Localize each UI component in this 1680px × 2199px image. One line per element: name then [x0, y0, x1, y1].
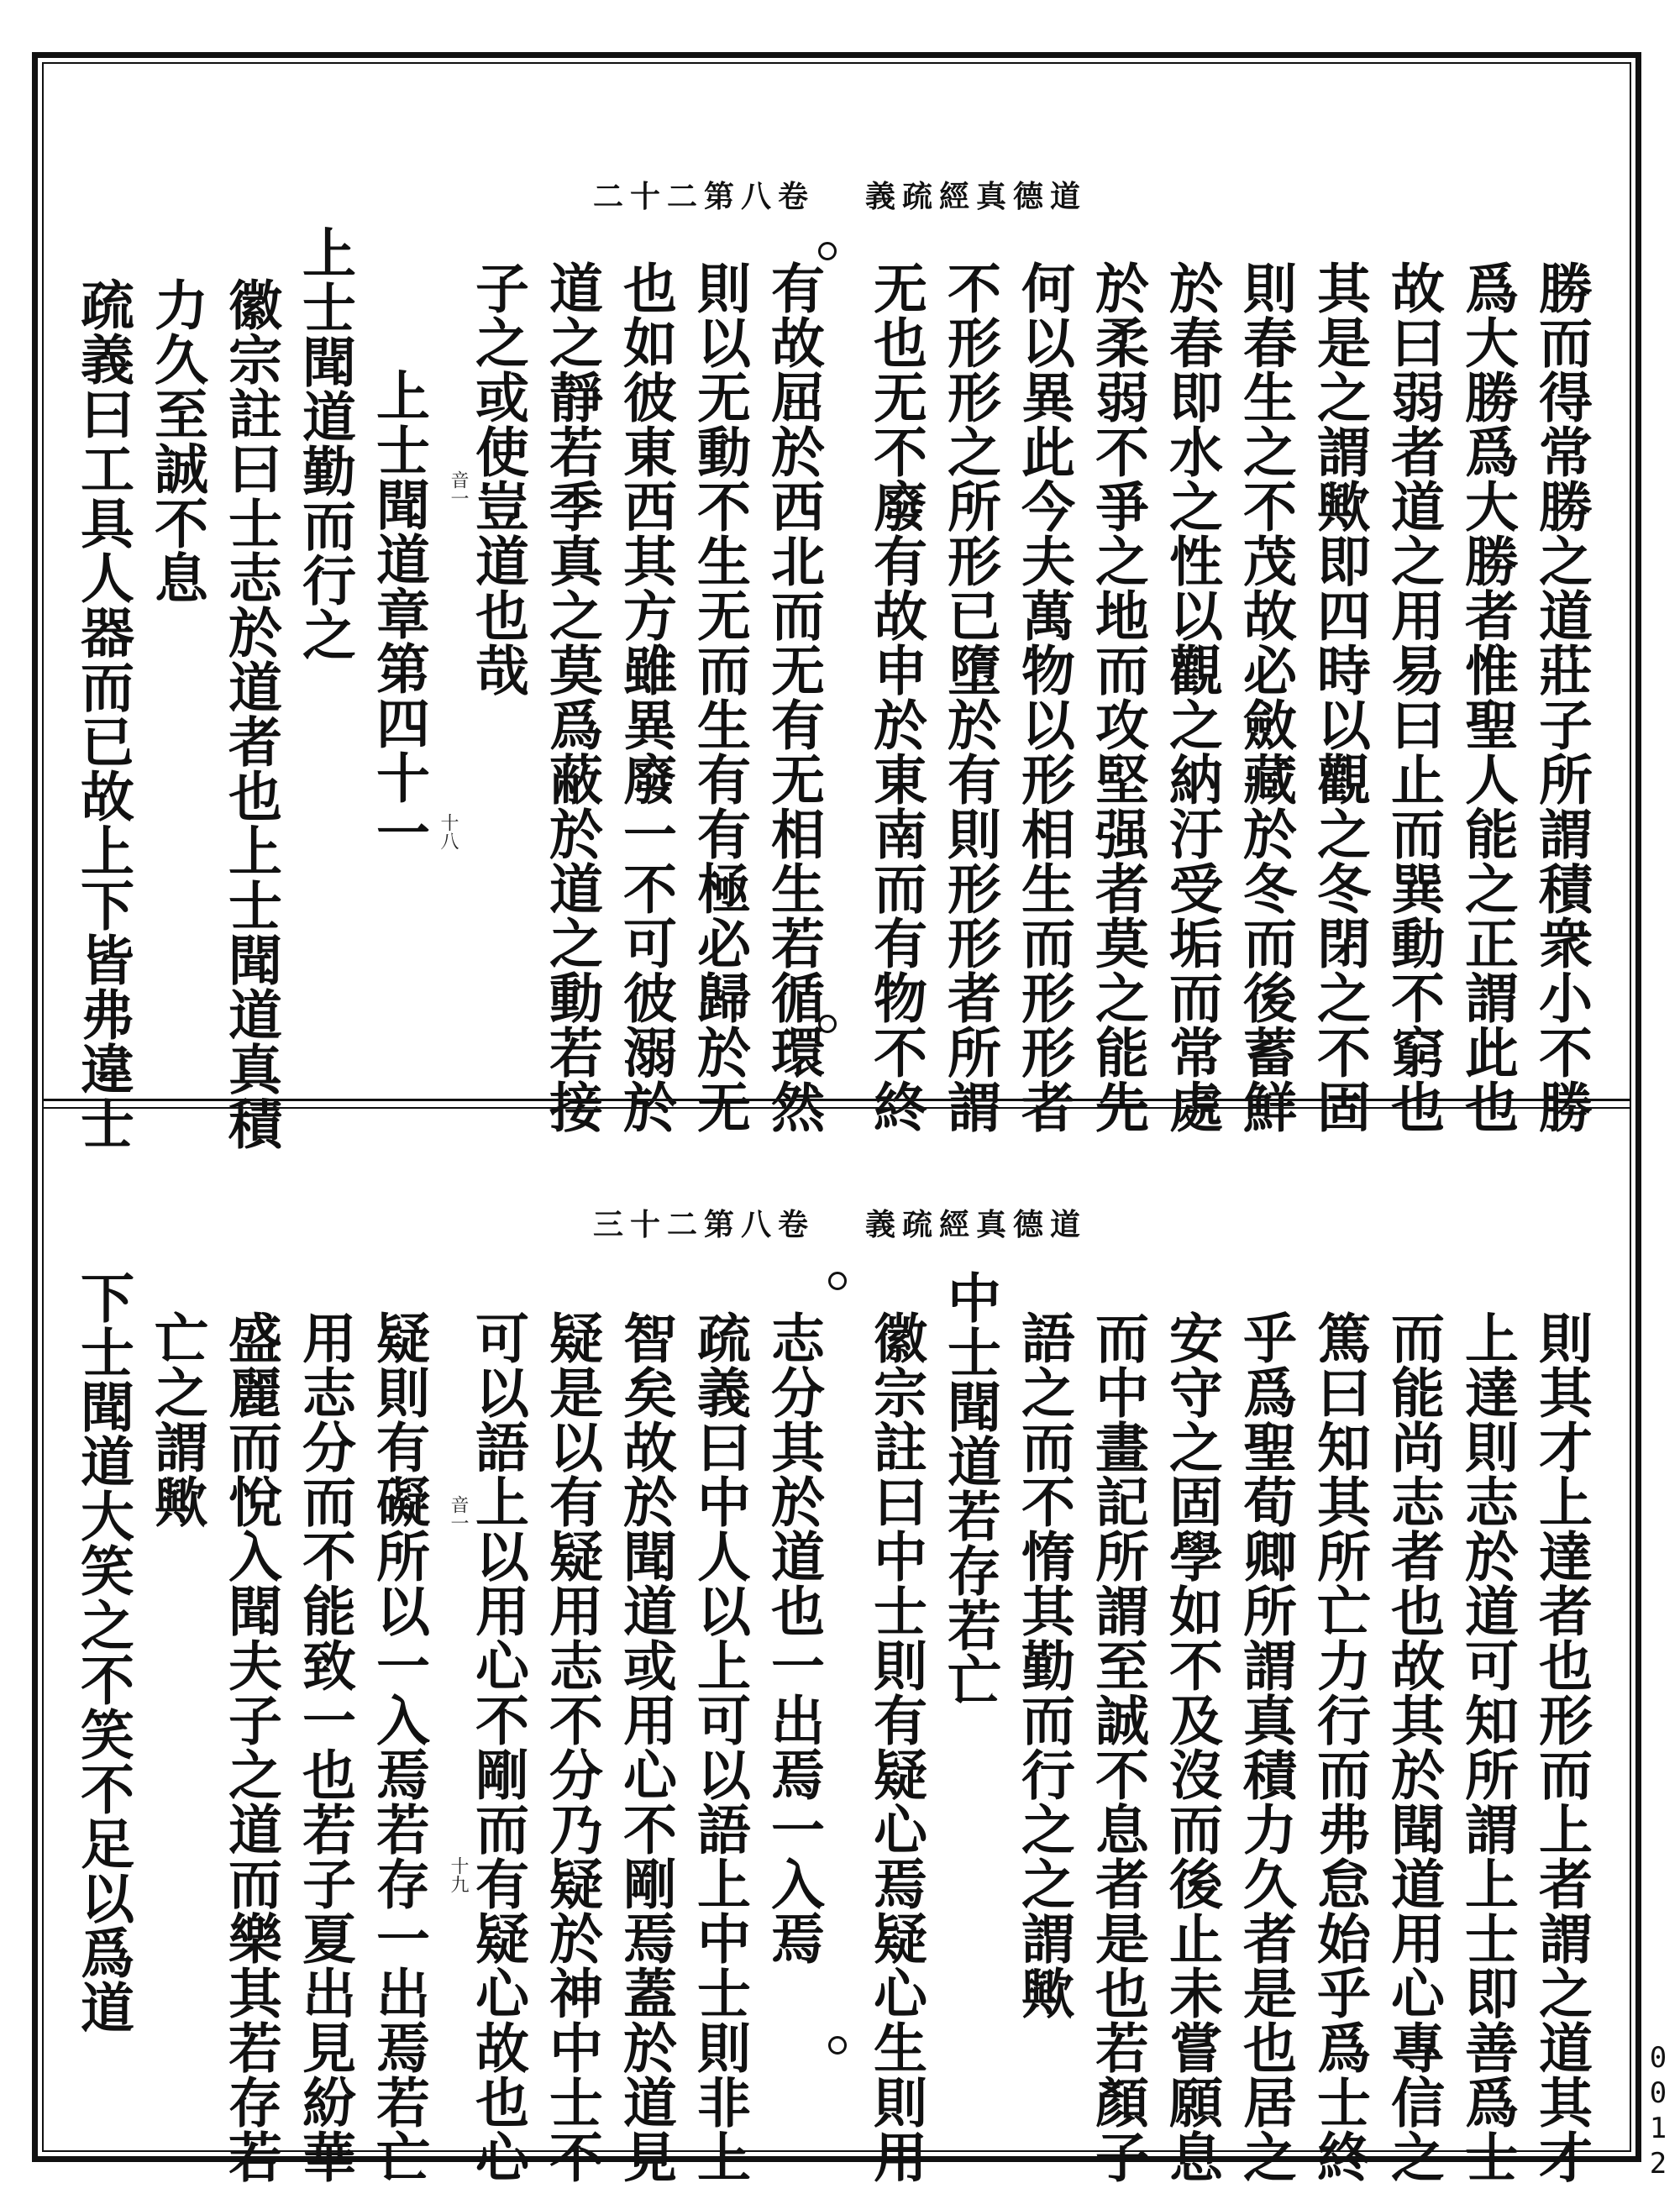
bottom-header-volume: 卷八第二十三 [592, 1207, 815, 1242]
bottom-column-18: 盛麗而悅入聞夫子之道而樂其若存若 [219, 1310, 282, 2184]
bottom-column-17: 用志分而不能致一也若子夏出見紛華 [293, 1310, 356, 2184]
bottom-column-14: 疑是以有疑用志不分乃疑於神中士不 [540, 1310, 603, 2184]
top-margin-note-1: 音一 [448, 470, 469, 507]
bottom-column-4: 篤曰知其所亡力行而弗怠始乎爲士終 [1308, 1310, 1371, 2184]
top-header-volume: 卷八第二十二 [592, 179, 815, 214]
bottom-column-6: 安守之固學如不及沒而後止未嘗願息 [1160, 1310, 1223, 2184]
top-column-9: 不形形之所形已墮於有則形形者所謂 [938, 260, 1001, 1134]
bottom-column-8: 語之而不惰其勤而行之之謂歟 [1012, 1310, 1075, 2020]
ornament-circle [828, 1272, 847, 1290]
top-panel-header [521, 173, 1159, 216]
bottom-panel-header [521, 1201, 1159, 1244]
bottom-header-title: 道德真經疏義 [865, 1207, 1088, 1242]
top-header-title: 道德真經疏義 [865, 179, 1088, 214]
bottom-column-12: 疏義曰中人以上可以語上中士則非上 [688, 1310, 751, 2184]
top-column-19: 力久至誠不息 [145, 277, 208, 605]
bottom-column-20: 下士聞道大笑之不笑不足以爲道 [71, 1270, 134, 2034]
top-column-12: 則以无動不生无而生有有極必歸於无 [688, 260, 751, 1134]
ornament-circle [818, 242, 837, 260]
page-number: 0012 [1641, 2041, 1675, 2182]
bottom-column-9: 中士聞道若存若亡 [938, 1270, 1001, 1707]
top-column-10: 无也无不廢有故申於東南而有物不終 [864, 260, 927, 1134]
bottom-column-5: 乎爲聖荀卿所謂真積力久者是也居之 [1234, 1310, 1297, 2184]
bottom-column-15: 可以語上以用心不剛而有疑心故也心 [466, 1310, 529, 2184]
bottom-column-13: 智矣故於聞道或用心不剛焉蓋於道見 [614, 1310, 677, 2184]
top-column-2: 爲大勝爲大勝者惟聖人能之正謂此也 [1456, 260, 1519, 1134]
top-column-14: 道之靜若季真之莫爲蔽於道之動若接 [540, 260, 603, 1134]
bottom-column-10: 徽宗註曰中士則有疑心焉疑心生則用 [864, 1310, 927, 2184]
bottom-column-7: 而中畫記所謂至誠不息者是也若顏子 [1086, 1310, 1149, 2184]
top-column-4: 其是之謂歟即四時以觀之冬閉之不固 [1308, 260, 1371, 1134]
top-column-3: 故曰弱者道之用易曰止而巽動不窮也 [1382, 260, 1445, 1134]
bottom-column-11: 志分其於道也一出焉一入焉 [762, 1310, 825, 1965]
top-column-11: 有故屈於西北而无有无相生若循環然 [762, 260, 825, 1134]
bottom-column-3: 而能尚志者也故其於聞道用心專信之 [1382, 1310, 1445, 2184]
bottom-column-1: 則其才上達者也形而上者謂之道其才 [1530, 1310, 1593, 2184]
bottom-column-16: 疑則有礙所以一入焉若存一出焉若亡 [367, 1310, 430, 2184]
top-column-17: 上士聞道勤而行之 [293, 225, 356, 662]
top-column-1: 勝而得常勝之道莊子所謂積衆小不勝 [1530, 260, 1593, 1134]
top-column-7: 於柔弱不爭之地而攻堅强者莫之能先 [1086, 260, 1149, 1134]
top-column-6: 於春即水之性以觀之納汙受垢而常處 [1160, 260, 1223, 1134]
top-column-20: 疏義曰工具人器而已故上下皆弗違士 [71, 277, 134, 1151]
bottom-column-2: 上達則志於道可知所謂上士即善爲士 [1456, 1310, 1519, 2184]
bottom-margin-note-1: 音一 [448, 1495, 469, 1532]
top-chapter-title: 上士聞道章第四十一 [367, 368, 430, 859]
bottom-column-19: 亡之謂歟 [145, 1310, 208, 1529]
bottom-margin-note-2: 十九 [448, 1856, 469, 1893]
top-column-8: 何以異此今夫萬物以形相生而形形者 [1012, 260, 1075, 1134]
top-column-13: 也如彼東西其方雖異廢一不可彼溺於 [614, 260, 677, 1134]
top-margin-note-2: 十八 [438, 813, 459, 850]
top-column-15: 子之或使豈道也哉 [466, 260, 529, 697]
ornament-circle [828, 2036, 847, 2055]
top-column-18: 徽宗註曰士志於道者也上士聞道真積 [219, 277, 282, 1151]
top-column-5: 則春生之不茂故必斂藏於冬而後蓄鮮 [1234, 260, 1297, 1134]
